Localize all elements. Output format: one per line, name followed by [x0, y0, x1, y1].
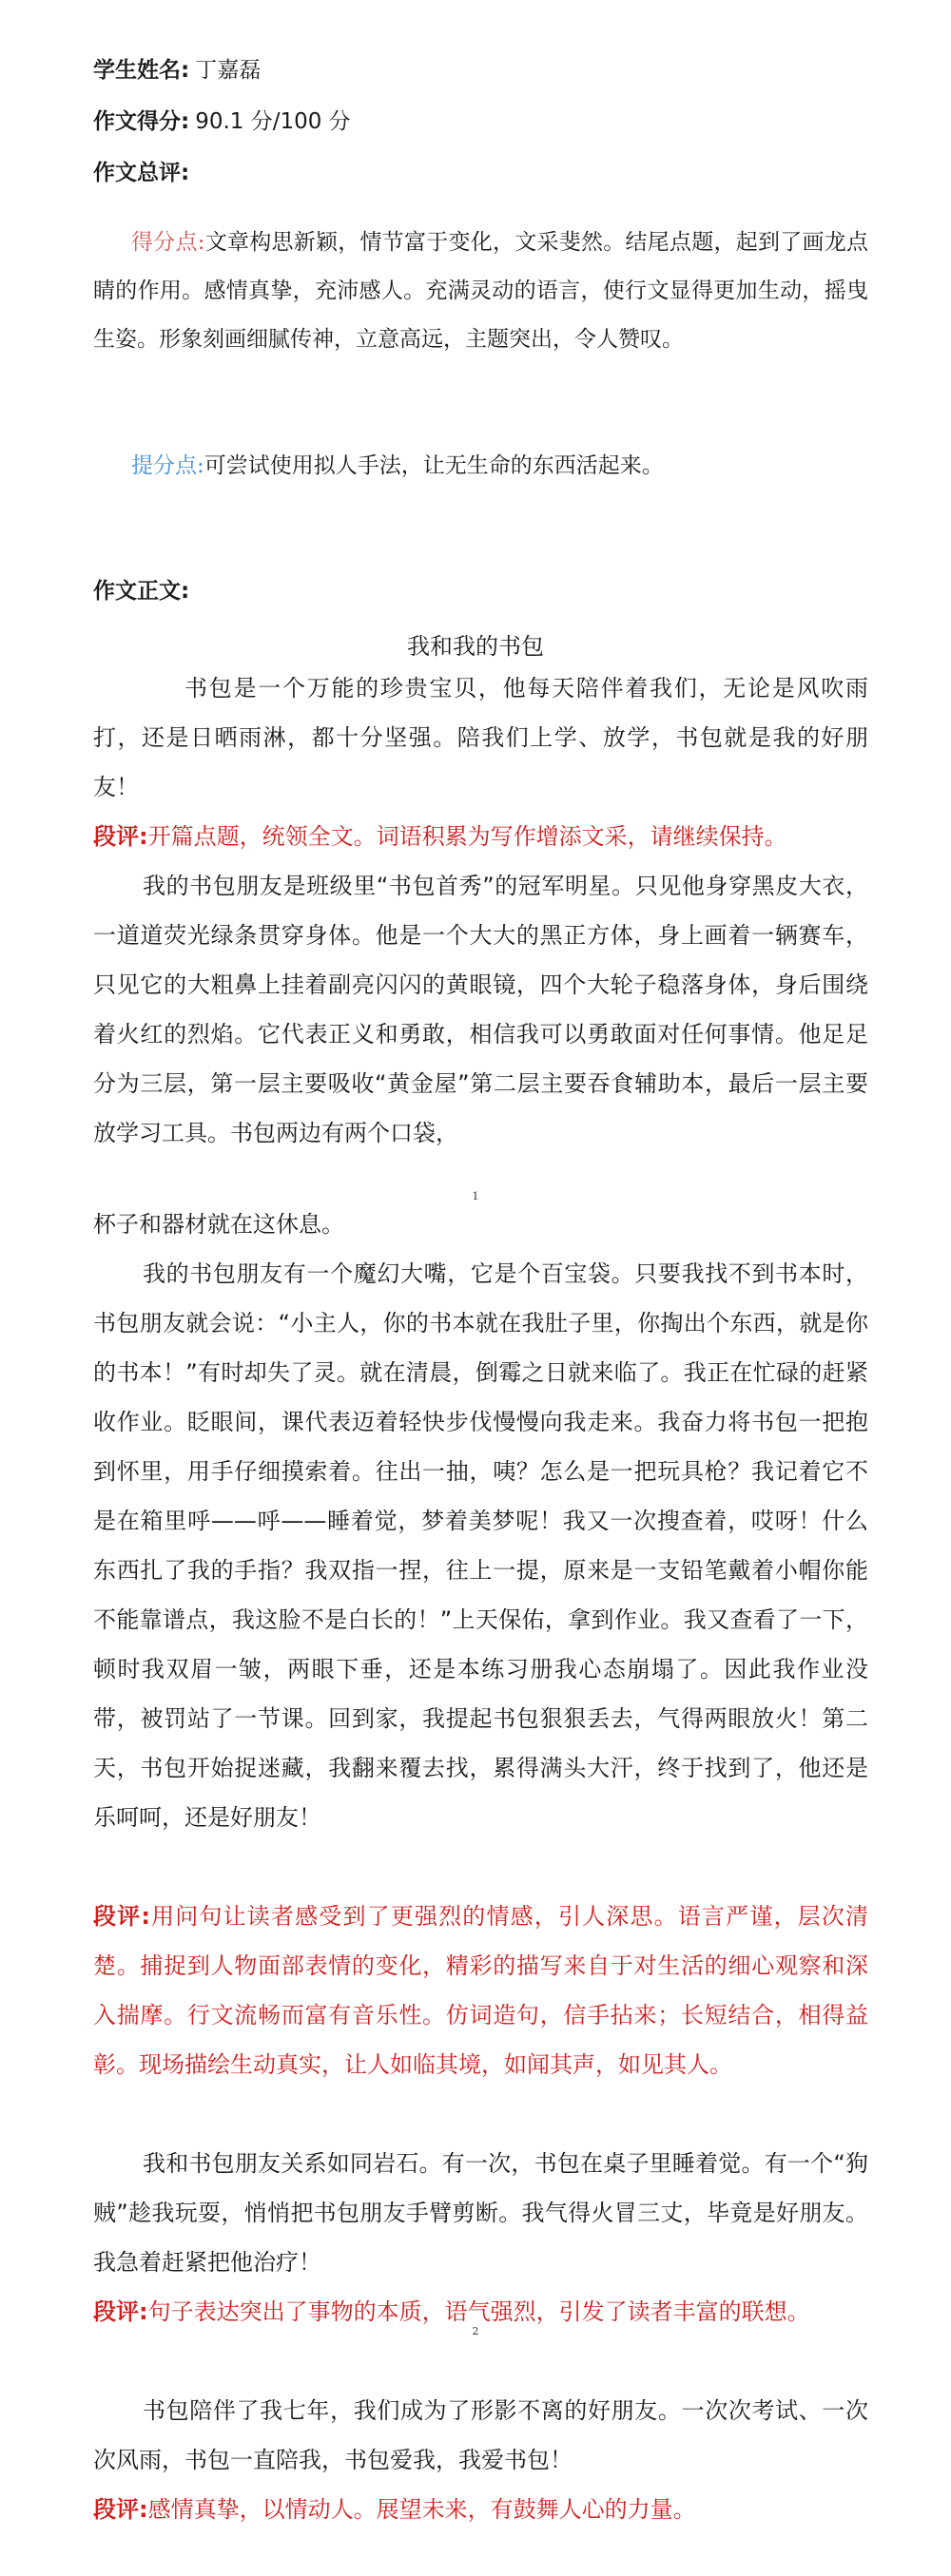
page-number: 2: [472, 2325, 479, 2337]
review-label: 段评:: [93, 2496, 148, 2523]
score-row: [93, 103, 351, 141]
review-text: 感情真挚，以情动人。展望未来，有鼓舞人心的力量。: [147, 2496, 696, 2523]
score-value: 90.1 分/100 分: [195, 109, 351, 134]
student-name-label: 学生姓名:: [93, 58, 190, 83]
score-label: 作文得分:: [93, 109, 190, 134]
page-number: 1: [472, 1190, 479, 1202]
student-name: 丁嘉磊: [195, 58, 262, 83]
review-label: 段评:: [93, 2298, 148, 2325]
essay-paragraph: 我和书包朋友关系如同岩石。有一次，书包在桌子里睡着觉。有一个“狗贼”趁我玩耍，悄悄把书包朋友手臂剪断。我气得火冒三丈，毕竟是好朋友。我急着赶紧把他治疗！: [93, 2150, 868, 2276]
strengths-label: 得分点:: [131, 230, 205, 255]
essay-label: 作文正文:: [93, 579, 190, 604]
overall-comment-label: 作文总评:: [93, 161, 190, 185]
essay-paragraph: 书包是一个万能的珍贵宝贝，他每天陪伴着我们，无论是风吹雨打，还是日晒雨淋，都十分坚强。陪我们上学、放学，书包就是我的好朋友！: [93, 675, 868, 800]
essay-title: 我和我的书包: [407, 633, 544, 660]
essay-paragraph-continued: 杯子和器材就在这休息。: [93, 1211, 344, 1238]
essay-paragraph: 书包陪伴了我七年，我们成为了形影不离的好朋友。一次次考试、一次次风雨，书包一直陪我，书包爱我，我爱书包！: [93, 2397, 868, 2473]
essay-label-row: [93, 572, 189, 610]
strengths-comment: [93, 219, 868, 364]
paragraph-review: [93, 2485, 868, 2534]
overall-label-row: [93, 154, 189, 192]
improvement-comment: [93, 442, 868, 490]
review-label: 段评:: [93, 823, 148, 850]
improvement-text: 可尝试使用拟人手法，让无生命的东西活起来。: [204, 453, 664, 478]
review-label: 段评:: [93, 1903, 150, 1930]
strengths-text: 文章构思新颖，情节富于变化，文采斐然。结尾点题，起到了画龙点睛的作用。感情真挚，充沛感人。充满灵动的语言，使行文显得更加生动，摇曳生姿。形象刻画细腻传神，立意高远，主题突出，令人赞叹。: [93, 230, 868, 352]
paragraph-review: [93, 812, 868, 861]
student-name-row: [93, 51, 261, 89]
paragraph-review: [93, 1892, 868, 2089]
review-text: 句子表达突出了事物的本质，语气强烈，引发了读者丰富的联想。: [147, 2298, 810, 2325]
review-text: 用问句让读者感受到了更强烈的情感，引人深思。语言严谨，层次清楚。捕捉到人物面部表情的变化，精彩的描写来自于对生活的细心观察和深入揣摩。行文流畅而富有音乐性。仿词造句，信手拈来；长短结合，相得益彰。现场描绘生动真实，让人如临其境，如闻其声，如见其人。: [93, 1903, 868, 2078]
essay-paragraph: 我的书包朋友有一个魔幻大嘴，它是个百宝袋。只要我找不到书本时，书包朋友就会说：“小主人，你的书本就在我肚子里，你掏出个东西，就是你的书本！”有时却失了灵。就在清晨，倒霉之日就来临了。我正在忙碌的赶紧收作业。眨眼间，课代表迈着轻快步伐慢慢向我走来。我奋力将书包一把抱到怀里，用手仔细摸索着。往出一抽，咦？怎么是一把玩具枪？我记着它不是在箱里呼——呼——睡着觉，梦着美梦呢！我又一次搜查着，哎呀！什么东西扎了我的手指？我双指一捏，往上一提，原来是一支铅笔戴着小帽你能不能靠谱点，我这脸不是白长的！”上天保佑，拿到作业。我又查看了一下，顿时我双眉一皱，两眼下垂，还是本练习册我心态崩塌了。因此我作业没带，被罚站了一节课。回到家，我提起书包狠狠丢去，气得两眼放火！第二天，书包开始捉迷藏，我翻来覆去找，累得满头大汗，终于找到了，他还是乐呵呵，还是好朋友！: [93, 1260, 868, 1831]
improvement-label: 提分点:: [131, 453, 204, 478]
review-text: 开篇点题，统领全文。词语积累为写作增添文采，请继续保持。: [147, 823, 787, 850]
essay-paragraph: 我的书包朋友是班级里“书包首秀”的冠军明星。只见他身穿黑皮大衣，一道道荧光绿条贯穿身体。他是一个大大的黑正方体，身上画着一辆赛车，只见它的大粗鼻上挂着副亮闪闪的黄眼镜，四个大轮子稳落身体，身后围绕着火红的烈焰。它代表正义和勇敢，相信我可以勇敢面对任何事情。他足足分为三层，第一层主要吸收“黄金屋”第二层主要吞食辅助本，最后一层主要放学习工具。书包两边有两个口袋，: [93, 873, 868, 1146]
